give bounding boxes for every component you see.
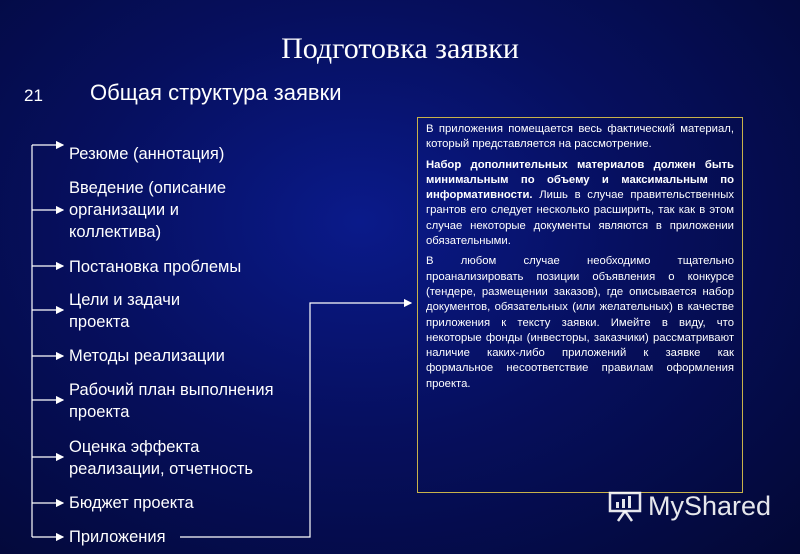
panel-paragraph-2 bbox=[426, 158, 734, 250]
presentation-board-icon bbox=[608, 490, 642, 522]
page-title: Подготовка заявки bbox=[281, 32, 519, 65]
section-subtitle: Общая структура заявки bbox=[90, 80, 342, 105]
appendix-description-panel bbox=[417, 117, 743, 493]
list-item-methods: Методы реализации bbox=[69, 347, 225, 365]
slide-number: 21 bbox=[24, 86, 43, 105]
panel-paragraph-2-bold: Набор дополнительных материалов должен быть минимальным по объему и максимальным по информативности. bbox=[426, 158, 734, 202]
list-item-intro-3: коллектива) bbox=[69, 223, 162, 241]
list-item-intro-1: Введение (описание bbox=[69, 179, 227, 197]
list-item-intro-2: организации и bbox=[69, 201, 179, 219]
arrow-to-panel bbox=[180, 303, 411, 537]
panel-paragraph-1: В приложения помещается весь фактический материал, который представляется на рассмотрение. bbox=[426, 123, 734, 151]
list-item-goals-1: Цели и задачи bbox=[69, 291, 181, 309]
logo-text: MyShared bbox=[648, 490, 772, 521]
list-item-appendices: Приложения bbox=[69, 528, 166, 546]
list-item-workplan-1: Рабочий план выполнения bbox=[69, 381, 274, 399]
list-item-resume: Резюме (аннотация) bbox=[69, 145, 225, 163]
list-item-evaluation-2: реализации, отчетность bbox=[69, 460, 254, 478]
myshared-logo bbox=[608, 490, 771, 522]
list-item-goals-2: проекта bbox=[69, 313, 130, 331]
panel-paragraph-3: В любом случае необходимо тщательно проанализировать позиции объявления о конкурсе (тендере, размещении заказов), где описывается набор документов, обязательных (или желательных) в качестве приложения к тексту заявки. Имейте в виду, что некоторые фонды (инвесторы, заказчики) рассматривают наличие каких-либо приложений к заявке как формальное несоответствие правилам оформления проекта. bbox=[426, 255, 734, 390]
list-item-evaluation-1: Оценка эффекта bbox=[69, 438, 200, 456]
list-item-budget: Бюджет проекта bbox=[69, 494, 194, 512]
list-item-workplan-2: проекта bbox=[69, 403, 130, 421]
list-item-problem: Постановка проблемы bbox=[69, 258, 242, 276]
panel-paragraph-2-rest: Лишь в случае правительственных грантов его следует несколько расширить, так как в этом случае некоторые документы являются в приложении обязательными. bbox=[426, 189, 734, 248]
